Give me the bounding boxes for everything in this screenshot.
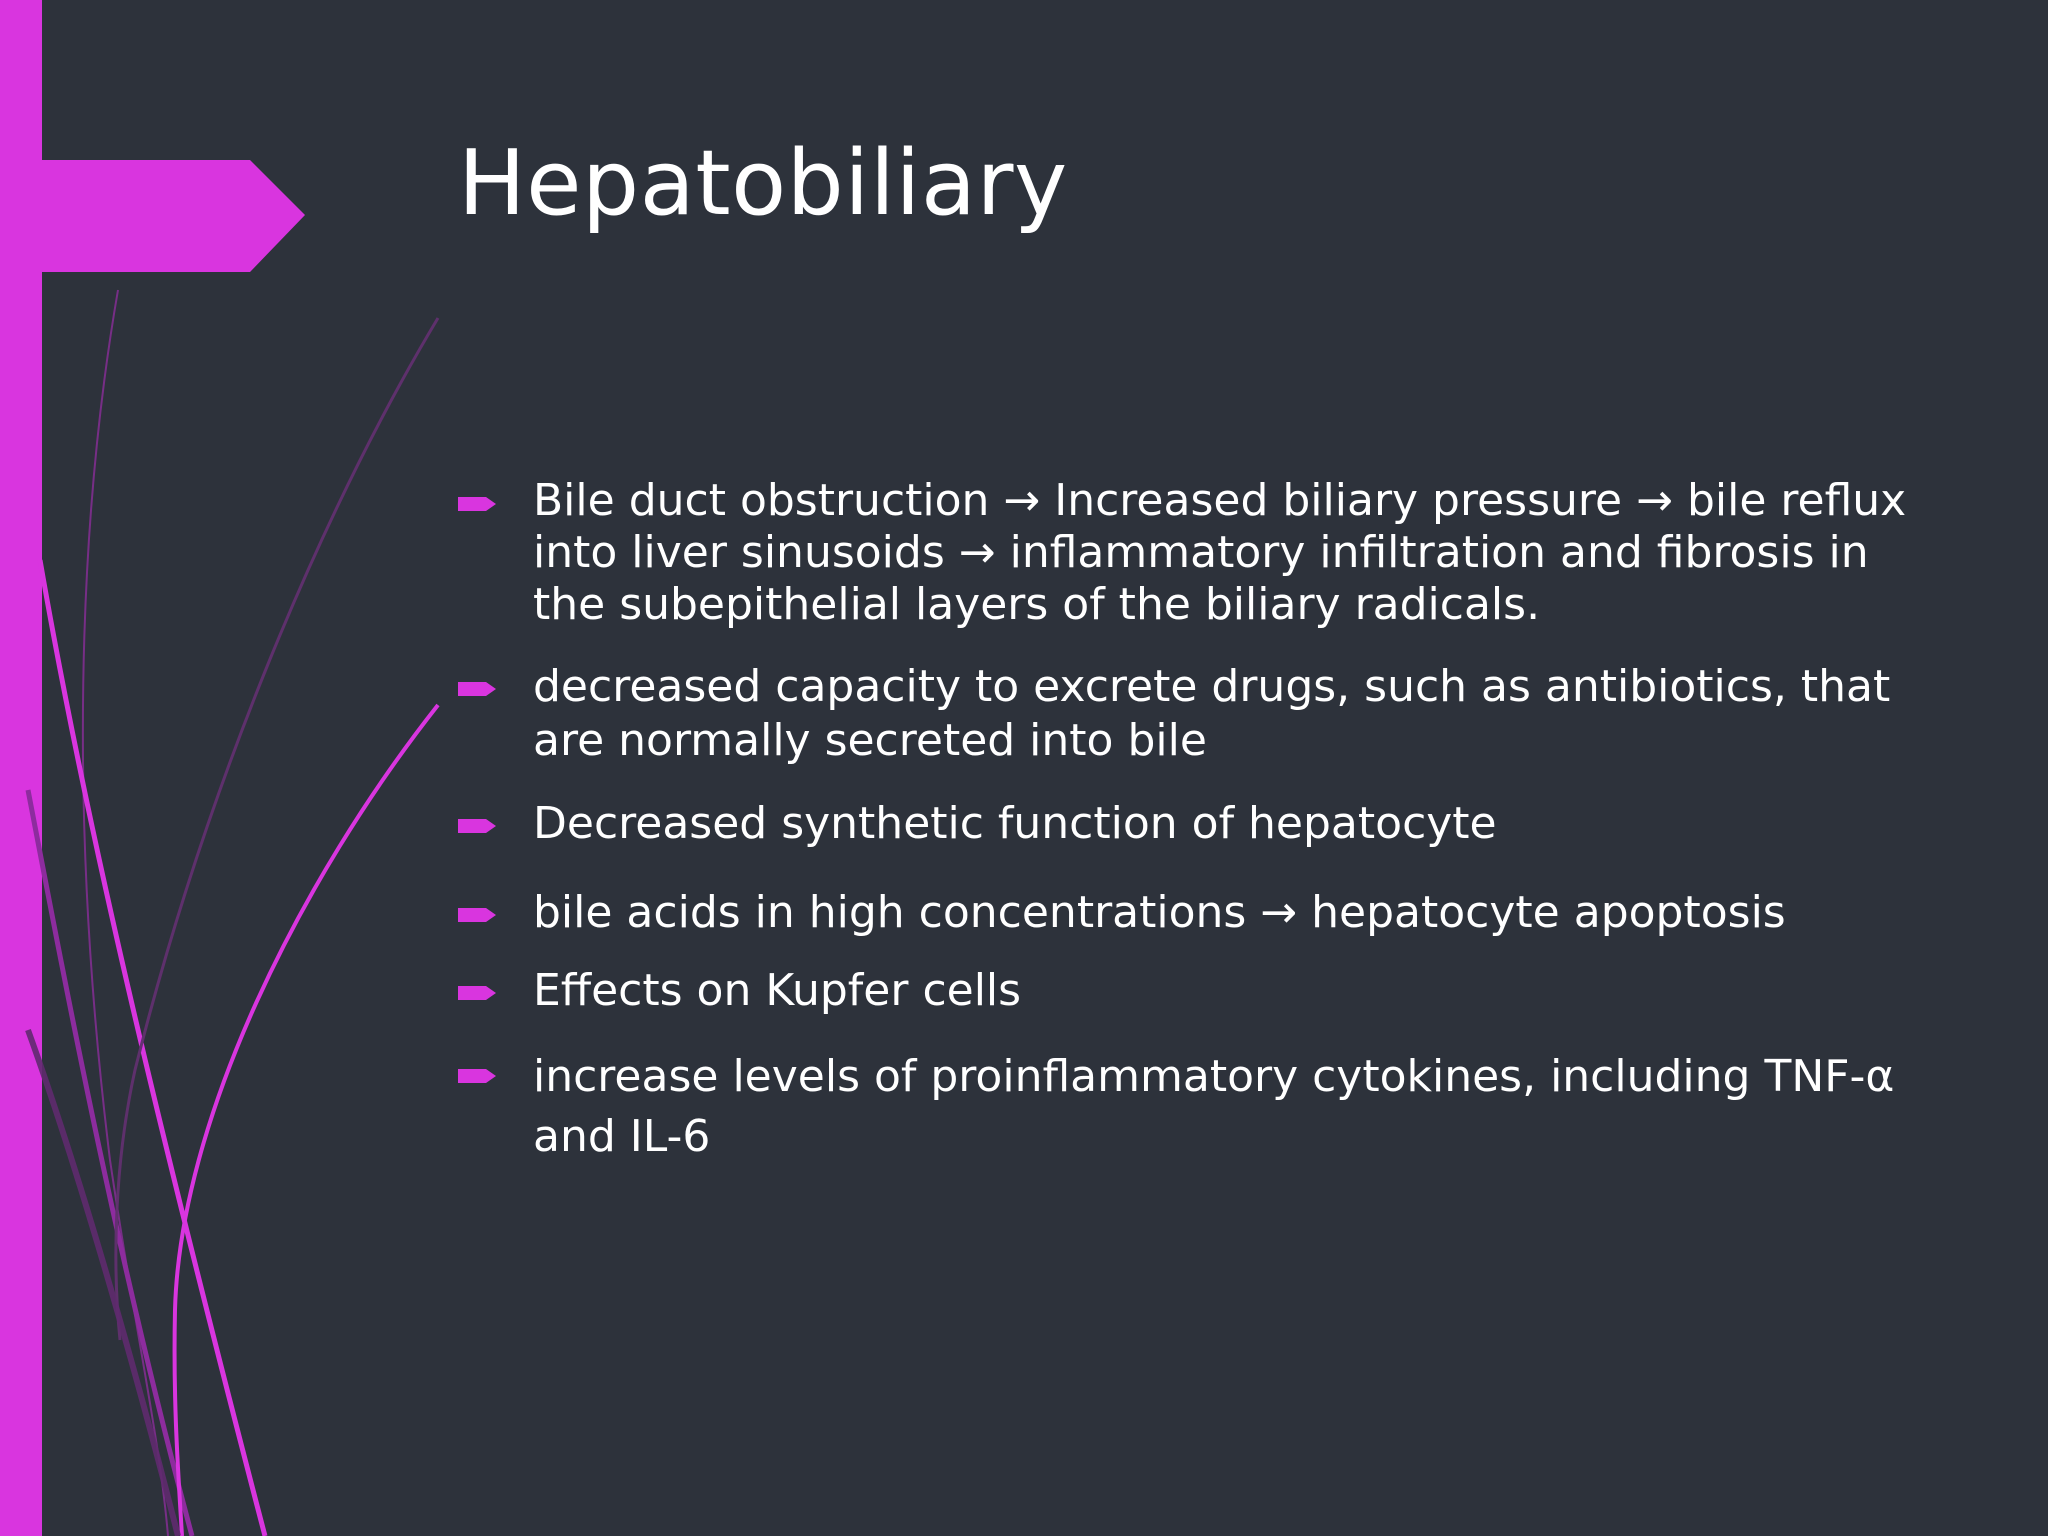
pink-right-arrow-bullet-icon: [458, 495, 497, 513]
bullet-item: [458, 1047, 1918, 1167]
pink-right-arrow-bullet-icon: [458, 984, 497, 1002]
bullet-item: [458, 964, 1918, 1018]
bullet-text: decreased capacity to excrete drugs, such as antibiotics, that are normally secreted into bile: [533, 661, 1891, 766]
bullet-item: [458, 797, 1918, 851]
bullet-text: Bile duct obstruction → Increased biliary pressure → bile reflux into liver sinusoids → inflammatory infiltration and fibrosis in the subepithelial layers of the biliary radicals.: [533, 475, 1907, 630]
bullet-text: increase levels of proinflammatory cytokines, including TNF-α and IL-6: [533, 1051, 1895, 1162]
decorative-curve-4: [175, 705, 438, 1536]
title-arrow-banner: [0, 160, 305, 272]
pink-right-arrow-bullet-icon: [458, 1067, 497, 1085]
decorative-stripes: [0, 0, 460, 1536]
pink-right-arrow-bullet-icon: [458, 680, 497, 698]
bullet-item: [458, 660, 1918, 768]
pink-right-arrow-bullet-icon: [458, 906, 497, 924]
bullet-text: Effects on Kupfer cells: [533, 965, 1022, 1016]
bullet-item: [458, 886, 1918, 940]
bullet-text: Decreased synthetic function of hepatocyte: [533, 798, 1497, 849]
bullet-item: [458, 475, 1918, 631]
bullet-text: bile acids in high concentrations → hepatocyte apoptosis: [533, 887, 1786, 938]
bullet-list: [458, 475, 1918, 1167]
slide-title: Hepatobiliary: [458, 131, 1068, 236]
decorative-curve-5: [116, 318, 438, 1340]
pink-right-arrow-bullet-icon: [458, 817, 497, 835]
